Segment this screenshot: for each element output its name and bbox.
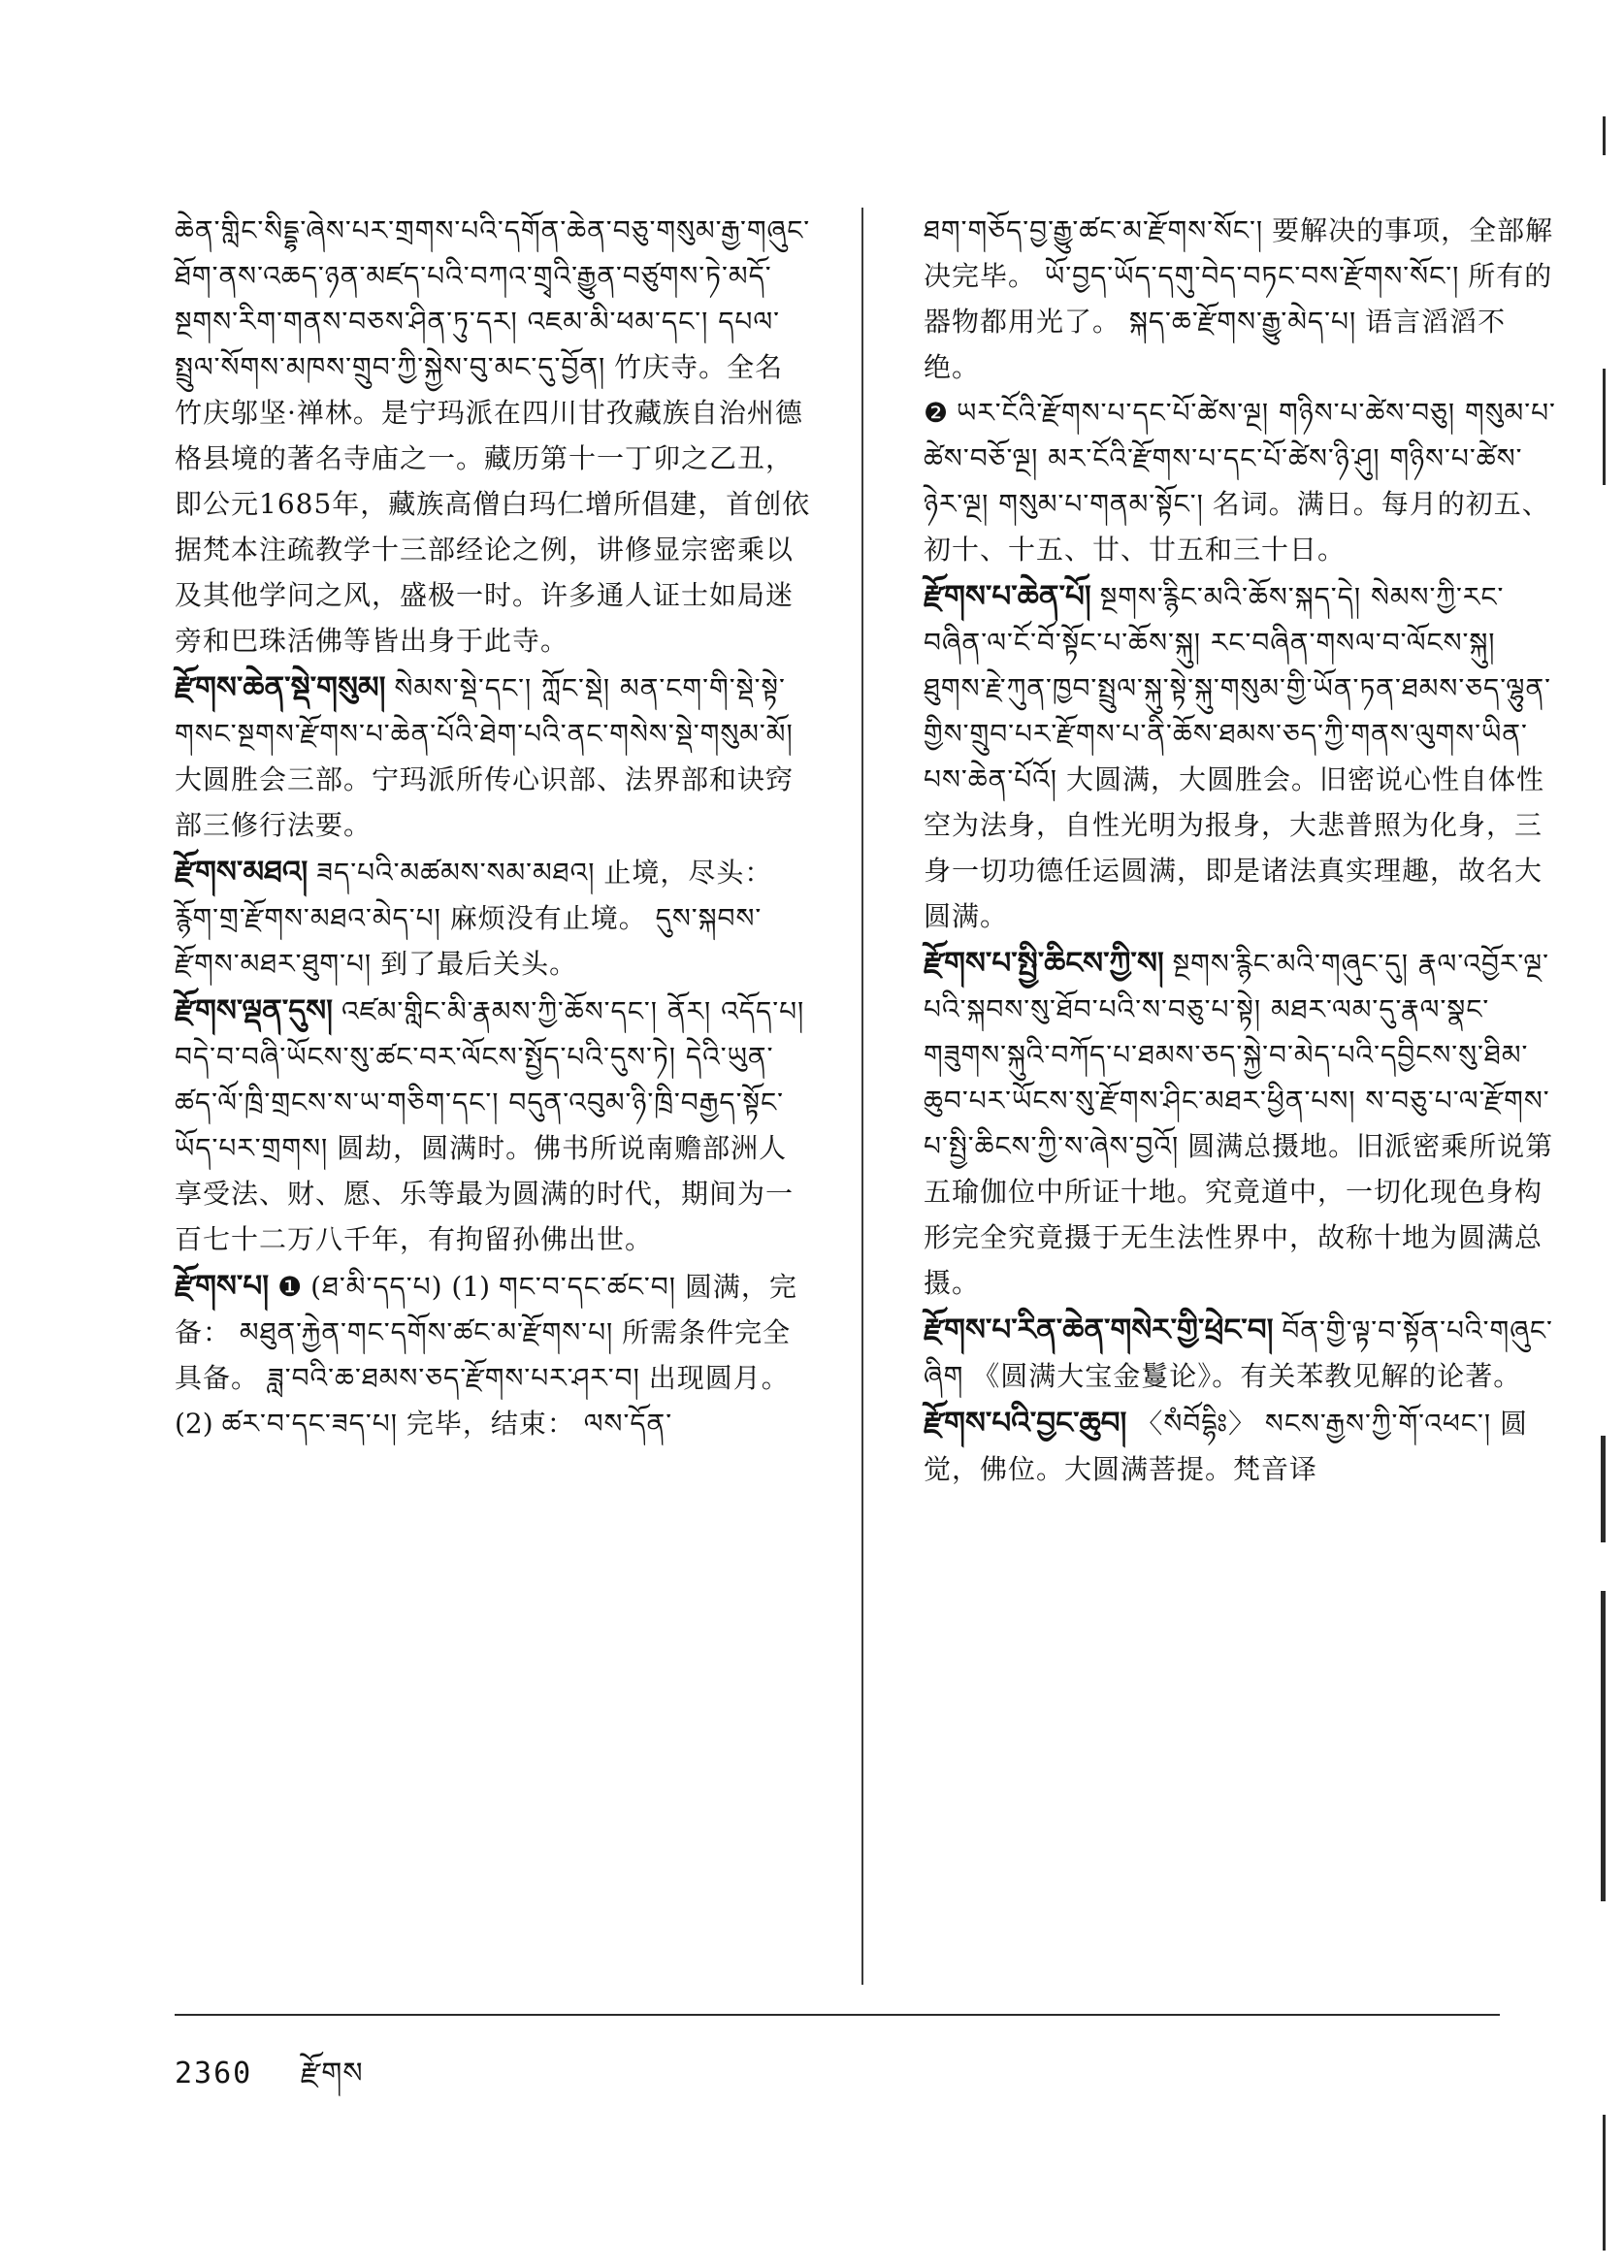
tibetan-definition: ཆེན་གླིང་སིདྡྷ་ཞེས་པར་གྲགས་པའི་དགོན་ཆེན་བཅུ་གསུམ་རྒྱ་གཞུང་ཐོག་ནས་འཆད་ཉན་མཛད་པའི་བཀའ་གྲྭའི་རྒྱུན་བཙུགས་ཏེ་མདོ་སྔགས་རིག་གནས་བཅས་ཤིན་ཏུ་དར། འཇམ་མི་ཕམ་དང་། དཔལ་སྤྲུལ་སོགས་མཁས་གྲུབ་ཀྱི་སྐྱེས་བུ་མང་དུ་བྱོན། bbox=[175, 214, 811, 383]
tibetan-example: ལས་དོན་ bbox=[583, 1408, 673, 1440]
running-head: རྫོགས bbox=[300, 2057, 364, 2090]
tibetan-example: ཡོ་བྱད་ཡོད་དགུ་བེད་བཏང་བས་རྫོགས་སོང་། bbox=[1044, 260, 1460, 292]
headword: རྫོགས་པ། bbox=[175, 1269, 270, 1304]
sense-number: ❶ bbox=[277, 1271, 303, 1303]
chinese-definition: 《圆满大宝金鬘论》。有关苯教见解的论著。 bbox=[972, 1360, 1522, 1392]
headword: རྫོགས་པའི་བྱང་ཆུབ། bbox=[924, 1406, 1127, 1441]
tibetan-example: མཐུན་རྐྱེན་གང་དགོས་ཚང་མ་རྫོགས་པ། bbox=[239, 1316, 614, 1348]
headword: རྫོགས་པ་སྤྱི་ཆིངས་ཀྱི་ས། bbox=[924, 946, 1164, 981]
tibetan-definition: ཟད་པའི་མཚམས་སམ་མཐའ། bbox=[316, 857, 596, 889]
dictionary-entry bbox=[175, 850, 811, 987]
tibetan-definition: ཡར་ངོའི་རྫོགས་པ་དང་པོ་ཚེས་ལྔ། གཉིས་པ་ཚེས་བཅུ། གསུམ་པ་ཚེས་བཅོ་ལྔ། མར་ངོའི་རྫོགས་པ་དང་པོ་ཚེས་ཉི་ཤུ། གཉིས་པ་ཚེས་ཉེར་ལྔ། གསུམ་པ་གནམ་སྟོང་། bbox=[924, 397, 1556, 520]
grammar-note: (ཐ་མི་དད་པ) bbox=[310, 1271, 443, 1303]
chinese-definition: 名词。满日。每月的初五、初十、十五、廿、廿五和三十日。 bbox=[924, 488, 1550, 566]
tibetan-definition: བོན་གྱི་ལྟ་བ་སྟོན་པའི་གཞུང་ཞིག bbox=[924, 1314, 1553, 1392]
headword: རྫོགས་པ་ཆེན་པོ། bbox=[924, 579, 1091, 614]
chinese-definition: 圆满，完备： bbox=[175, 1271, 797, 1348]
tibetan-definition: སངས་རྒྱས་ཀྱི་གོ་འཕང་། bbox=[1264, 1408, 1492, 1440]
headword: རྫོགས་པ་རིན་ཆེན་གསེར་གྱི་ཕྲེང་བ། bbox=[924, 1312, 1274, 1347]
page-footer bbox=[175, 2055, 364, 2093]
dictionary-entry bbox=[175, 208, 811, 664]
dictionary-entry bbox=[175, 665, 811, 848]
tibetan-example: རྙོག་གྲ་རྫོགས་མཐའ་མེད་པ། bbox=[175, 902, 441, 934]
column-divider bbox=[861, 208, 863, 1985]
dictionary-entry bbox=[924, 1308, 1560, 1399]
dictionary-entry bbox=[924, 941, 1560, 1306]
chinese-definition: 大圆胜会三部。宁玛派所传心识部、法界部和诀窍部三修行法要。 bbox=[175, 763, 795, 841]
tibetan-example: དུས་སྐབས་རྫོགས་མཐར་ཐུག་པ། bbox=[175, 902, 763, 980]
chinese-definition: 圆满总摄地。旧派密乘所说第五瑜伽位中所证十地。究竟道中，一切化现色身构形完全究竟摄于无生法性界中，故称十地为圆满总摄。 bbox=[924, 1130, 1554, 1299]
chinese-definition: 圆劫，圆满时。佛书所说南赡部洲人享受法、财、愿、乐等最为圆满的时代，期间为一百七十二万八千年，有拘留孙佛出世。 bbox=[175, 1132, 795, 1255]
tibetan-example: ཟླ་བའི་ཆ་ཐམས་ཅད་རྫོགས་པར་ཤར་བ། bbox=[267, 1362, 640, 1394]
chinese-example: 语言滔滔不绝。 bbox=[924, 306, 1507, 383]
tibetan-definition: འཛམ་གླིང་མི་རྣམས་ཀྱི་ཆོས་དང་། ནོར། འདོད་པ། བདེ་བ་བཞི་ཡོངས་སུ་ཚང་བར་ལོངས་སྤྱོད་པའི་དུས་ཏེ། དེའི་ཡུན་ཚད་ལོ་ཁྲི་གྲངས་ས་ཡ་གཅིག་དང་། བདུན་འབུམ་ཉི་ཁྲི་བརྒྱད་སྟོང་ཡོད་པར་གྲགས། bbox=[175, 995, 805, 1164]
chinese-example: 所有的器物都用光了。 bbox=[924, 260, 1553, 338]
chinese-definition: 完毕，结束： bbox=[406, 1408, 575, 1440]
tibetan-definition: ཚར་བ་དང་ཟད་པ། bbox=[221, 1408, 398, 1440]
tibetan-definition: གང་བ་དང་ཚང་བ། bbox=[499, 1271, 676, 1303]
headword: རྫོགས་ལྡན་དུས། bbox=[175, 993, 334, 1028]
sanskrit-note: 〈སཾབོདྷིཿ〉 bbox=[1135, 1408, 1257, 1440]
dictionary-entry bbox=[924, 1401, 1560, 1492]
chinese-example: 要解决的事项，全部解决完毕。 bbox=[924, 214, 1554, 292]
page-number: 2360 bbox=[175, 2057, 253, 2090]
chinese-definition: 竹庆寺。全名竹庆邬坚·禅林。是宁玛派在四川甘孜藏族自治州德格县境的著名寺庙之一。藏历第十一丁卯之乙丑，即公元1685年，藏族高僧白玛仁增所倡建，首创依据梵本注疏教学十三部经论之例，讲修显宗密乘以及其他学问之风，盛极一时。许多通人证士如局迷旁和巴珠活佛等皆出身于此寺。 bbox=[175, 351, 811, 657]
right-column bbox=[924, 208, 1560, 1494]
sense-number: ❷ bbox=[924, 397, 949, 429]
dictionary-entry bbox=[924, 208, 1560, 572]
chinese-example: 所需条件完全具备。 bbox=[175, 1316, 792, 1394]
tibetan-definition: སྔགས་རྙིང་མའི་གཞུང་དུ། རྣལ་འབྱོར་ལྔ་པའི་སྐབས་སུ་ཐོབ་པའི་ས་བཅུ་པ་སྟེ། མཐར་ལམ་དུ་རྣལ་སྣང་གཟུགས་སྐུའི་བཀོད་པ་ཐམས་ཅད་སྐྱེ་བ་མེད་པའི་དབྱིངས་སུ་ཐིམ་ཆུབ་པར་ཡོངས་སུ་རྫོགས་ཤིང་མཐར་ཕྱིན་པས། ས་བཅུ་པ་ལ་རྫོགས་པ་སྤྱི་ཆིངས་ཀྱི་ས་ཞེས་བྱའོ། bbox=[924, 948, 1550, 1162]
chinese-example: 麻烦没有止境。 bbox=[449, 902, 647, 934]
subsense-number: (2) bbox=[175, 1408, 213, 1440]
tibetan-definition: སེམས་སྡེ་དང་། ཀློང་སྡེ། མན་ངག་གི་སྡེ་སྟེ་གསང་སྔགས་རྫོགས་པ་ཆེན་པོའི་ཐེག་པའི་ནང་གསེས་སྡེ་གསུམ་མོ། bbox=[175, 672, 794, 750]
footer-rule bbox=[175, 2014, 1500, 2016]
chinese-example: 出现圆月。 bbox=[648, 1362, 790, 1394]
chinese-definition: 圆觉，佛位。大圆满菩提。梵音译 bbox=[924, 1408, 1528, 1485]
headword: རྫོགས་མཐའ། bbox=[175, 855, 309, 890]
subsense-number: (1) bbox=[451, 1271, 491, 1303]
dictionary-entry bbox=[924, 574, 1560, 939]
headword: རྫོགས་ཆེན་སྡེ་གསུམ། bbox=[175, 670, 386, 705]
tibetan-definition: སྔགས་རྙིང་མའི་ཆོས་སྐད་དེ། སེམས་ཀྱི་རང་བཞིན་ལ་ངོ་བོ་སྟོང་པ་ཆོས་སྐུ། རང་བཞིན་གསལ་བ་ལོངས་སྐུ། ཐུགས་རྗེ་ཀུན་ཁྱབ་སྤྲུལ་སྐུ་སྟེ་སྐུ་གསུམ་གྱི་ཡོན་ཏན་ཐམས་ཅད་ལྷུན་གྱིས་གྲུབ་པར་རྫོགས་པ་ནི་ཆོས་ཐམས་ཅད་ཀྱི་གནས་ལུགས་ཡིན་པས་ཆེན་པོའོ། bbox=[924, 581, 1552, 795]
chinese-definition: 止境，尽头： bbox=[603, 857, 773, 889]
chinese-example: 到了最后关头。 bbox=[380, 948, 578, 980]
tibetan-example: སྐད་ཆ་རྫོགས་རྒྱུ་མེད་པ། bbox=[1128, 306, 1357, 338]
tibetan-example: ཐག་གཅོད་བྱ་རྒྱུ་ཚང་མ་རྫོགས་སོང་། bbox=[924, 214, 1264, 246]
dictionary-entry bbox=[175, 988, 811, 1262]
dictionary-entry bbox=[175, 1264, 811, 1446]
chinese-definition: 大圆满，大圆胜会。旧密说心性自体性空为法身，自性光明为报身，大悲普照为化身，三身一切功德任运圆满，即是诸法真实理趣，故名大圆满。 bbox=[924, 763, 1544, 932]
left-column bbox=[175, 208, 811, 1448]
